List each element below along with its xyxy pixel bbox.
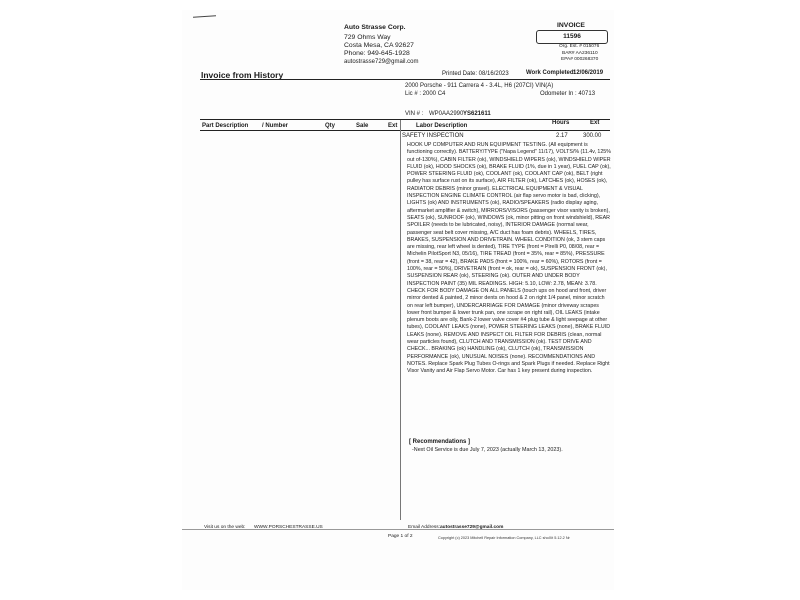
col-sale: Sale xyxy=(356,123,369,129)
company-email: autostrasse729@gmail.com xyxy=(344,59,419,65)
recommendation-item: -Next Oil Service is due July 7, 2023 (actually March 13, 2023). xyxy=(412,447,563,453)
col-hours: Hours xyxy=(552,120,570,126)
invoice-title: INVOICE xyxy=(557,22,585,29)
page-title: Invoice from History xyxy=(201,70,284,80)
vin-suffix: YS621611 xyxy=(463,111,491,117)
recommendations-title: [ Recommendations ] xyxy=(409,439,471,445)
labor-item-ext: 300.00 xyxy=(583,133,602,139)
footer-web-url[interactable]: WWW.PORSCHESTRASSE.US xyxy=(254,525,323,530)
labor-item-title: SAFETY INSPECTION xyxy=(402,133,464,139)
page-number: Page 1 of 2 xyxy=(388,534,413,539)
footer-email[interactable]: autostrasse729@gmail.com xyxy=(440,525,504,530)
company-phone: Phone: 949-645-1928 xyxy=(344,50,410,57)
col-qty: Qty xyxy=(325,123,336,129)
vehicle-description: 2000 Porsche - 911 Carrera 4 - 3.4L, H6 (207CI) VIN(A) xyxy=(405,83,554,89)
parts-labor-divider xyxy=(400,120,401,520)
copyright: Copyright (c) 2023 Mitchell Repair Information Company, LLC shoXit 5.12.2 Nr xyxy=(438,536,570,540)
labor-item-notes xyxy=(407,142,611,376)
footer-rule xyxy=(182,529,614,530)
bar-number: BAR# AA236110 xyxy=(562,51,598,56)
col-labor-ext: Ext xyxy=(590,120,600,126)
columns-bottom-rule xyxy=(200,130,610,131)
company-address-line2: Costa Mesa, CA 92627 xyxy=(344,42,414,49)
work-completed-label: Work Completed: xyxy=(526,70,576,76)
work-completed-date: 12/06/2019 xyxy=(573,70,604,76)
epa-number: EPA# 000268370 xyxy=(561,57,599,62)
license-number: Lic # : 2000 C4 xyxy=(405,91,446,97)
footer-email-label: Email Address: xyxy=(408,525,440,530)
col-part-description: Part Description xyxy=(202,123,249,129)
org-est-number: Org. Est. # 015076 xyxy=(559,44,600,49)
col-part-number: / Number xyxy=(262,123,289,129)
labor-item-hours: 2.17 xyxy=(556,133,568,139)
columns-top-rule xyxy=(200,119,610,120)
odometer-in: Odometer In : 40713 xyxy=(540,91,596,97)
invoice-number: 11596 xyxy=(536,30,608,44)
vin-label: VIN # : xyxy=(405,111,424,117)
company-address-line1: 729 Ohms Way xyxy=(344,34,391,41)
company-name: Auto Strasse Corp. xyxy=(344,24,406,31)
labor-item-notes-text: HOOK UP COMPUTER AND RUN EQUIPMENT TESTING. (All equipment is functioning correctly). BATTERY/TYPE ("Napa Legend" 11/17), VOLTS/% (11.4v, 125% out of-130%), CABIN FILTER (ok), WINDSHIELD WIPERS (ok), WINDSHIELD WIPER FLUID (ok), HOOD SHOCKS (ok), BRAKE FLUID (1%, due in 1 year), FUEL CAP (ok), POWER STEERING FLUID (ok), COOLANT (ok), COOLANT CAP (ok), BELT (right pulley has surface rust on its surface), AIR FILTER (ok), LATCHES (ok), HOSES (ok), RADIATOR DEBRIS (minor gravel). ELECTRICAL EQUIPMENT & VISUAL INSPECTION ENGINE CLIMATE CONTROL (air flap servo motor is bad, clicking), LIGHTS (ok) AND INSTRUMENTS (ok), RADIO/SPEAKERS (radio display aging, aftermarket amplifier & switch), MIRRORS/VISORS (passenger visor vanity is broken), SEATS (ok), SUNROOF (ok), WINDOWS (ok, minor pitting on front windshield), REAR SPOILER (needs to be lubricated, noisy), INTERIOR DAMAGE (normal wear, passenger seat belt cover missing, A/C duct has foam debris). WHEELS, TIRES, BRAKES, SUSPENSION AND DRIVETRAIN. WHEEL CONDITION (ok, 3 stem caps are missing, rear left wheel is dented), TIRE TYPE (front = Pirelli P0, 08/08, rear = Michelin PilotSport N3, 05/16), TIRE TREAD (front = 35%, rear = 85%), PRESSURE (front = 38, rear = 42), BRAKE PADS (front = 100%, rear = 60%), ROTORS (front = 100%, rear = 50%), DRIVETRAIN (front = ok, rear = ok), SUSPENSION FRONT (ok), SUSPENSION REAR (ok), STEERING (ok). OUTER AND UNDER BODY INSPECTION PAINT (35) MIL READINGS. HIGH: 5.10, LOW: 2.78, MEAN: 3.78. CHECK FOR BODY DAMAGE ON ALL PANELS (touch ups on hood and front, driver mirror dented & painted, 2 minor dents on hood & 2 on right 1/4 panel, minor scratch on rear left bumper), UNDERCARRIAGE FOR DAMAGE (minor driveway scrapes lower front bumper & lower trunk pan, one scrape on right rail), OIL LEAKS (intake plenum boots are oily, Bank-2 lower valve cover #4 plug tube & light seepage at other tubes), COOLANT LEAKS (none), POWER STEERING LEAKS (none), BRAKE FLUID LEAKS (none). REMOVE AND INSPECT OIL FILTER FOR DEBRIS (clean, normal wear particles found), CLUTCH AND TRANSMISSION (ok). TEST DRIVE AND CHECK... BRAKING (ok) HANDLING (ok), CLUTCH (ok), TRANSMISSION PERFORMANCE (ok), UNUSUAL NOISES (none). RECOMMENDATIONS AND NOTES. Replace Spark Plug Tubes O-rings and Spark Plugs if needed. Replace Right Visor Vanity and Air Flap Servo Motor. Car has 1 key present during inspection. xyxy=(407,142,611,375)
header-rule xyxy=(200,79,610,80)
printed-date: Printed Date: 08/16/2023 xyxy=(442,71,509,77)
vin-prefix: WP0AA2990 xyxy=(429,111,464,117)
col-labor-description: Labor Description xyxy=(416,123,468,129)
col-parts-ext: Ext xyxy=(388,123,398,129)
footer-web-label: Visit us on the web: xyxy=(204,525,246,530)
